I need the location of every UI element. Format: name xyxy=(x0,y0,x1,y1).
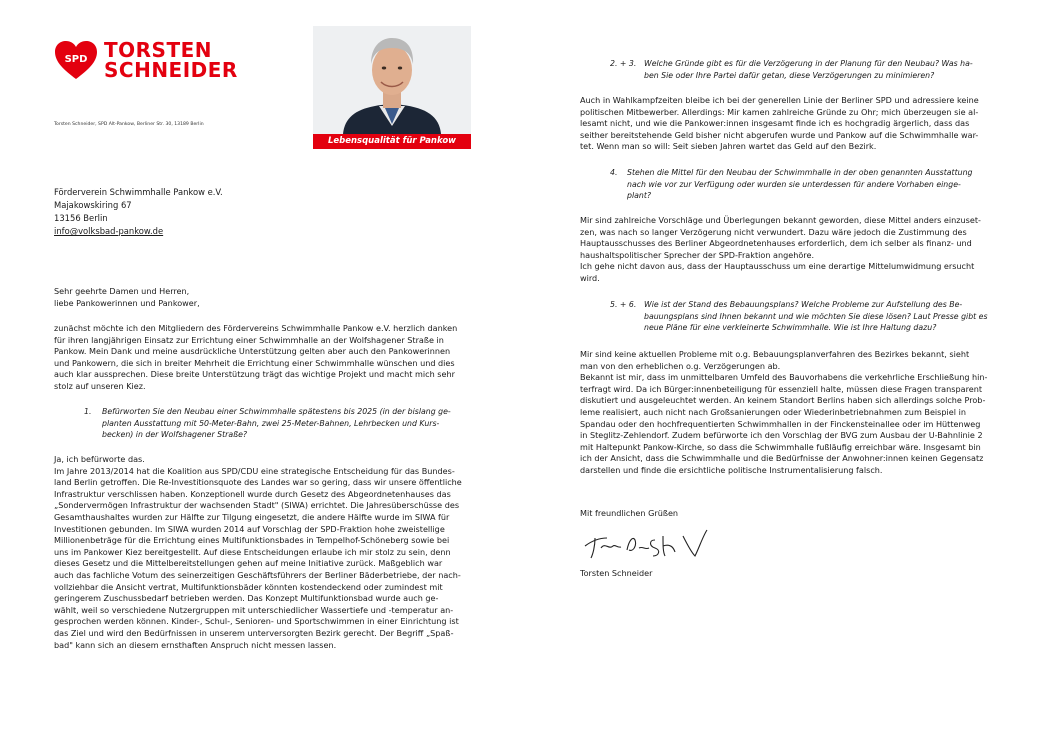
signatory-name: Torsten Schneider xyxy=(580,568,653,578)
slogan-banner: Lebensqualität für Pankow xyxy=(313,134,471,149)
letter-page-right xyxy=(525,0,1050,743)
sender-line: Torsten Schneider, SPD Alt-Pankow, Berliner Str. 30, 13189 Berlin xyxy=(54,122,204,127)
recipient-address xyxy=(54,186,223,238)
text-line: vollziehbar die Ansicht vertrat, Multifunktionsbäder könnten kostendeckend oder zumindest mit xyxy=(54,581,443,592)
text-line: Pankow. Mein Dank und meine ausdrückliche Unterstützung gelten aber auch den Pankowerinnen xyxy=(54,346,451,357)
salutation-line: liebe Pankowerinnen und Pankower, xyxy=(54,297,200,308)
text-line: wird. xyxy=(580,272,600,283)
handwritten-signature xyxy=(583,526,713,566)
text-line: ben Sie oder Ihre Partei dafür getan, diese Verzögerungen zu minimieren? xyxy=(644,70,935,80)
answer-5-6-paragraph xyxy=(580,349,1012,477)
text-line: Hauptausschusses des Berliner Abgeordnetenhauses erforderlich, dem ich selber als finanz- und xyxy=(580,238,972,249)
text-line: Gesamthaushaltes wurden zur Hälfte zur Tilgung eingesetzt, die andere Hälfte wurde im SIWA für xyxy=(54,511,450,522)
heart-label: SPD xyxy=(64,54,88,65)
text-line: planten Ausstattung mit 50-Meter-Bahn, zwei 25-Meter-Bahnen, Lehrbecken und Kurs- xyxy=(102,418,440,428)
text-line: Welche Gründe gibt es für die Verzögerung in der Planung für den Neubau? Was ha- xyxy=(644,59,973,68)
recipient-street: Majakowskiring 67 xyxy=(54,200,132,210)
text-line: man von den erheblichen o.g. Verzögerungen ab. xyxy=(580,360,781,371)
text-line: tet. Wenn man so will: Seit sieben Jahren wartet das Geld auf den Bezirk. xyxy=(580,141,877,152)
text-line: Ich gehe nicht davon aus, dass der Hauptausschuss um eine derartige Mittelumwidmung ersucht xyxy=(580,261,975,272)
salutation xyxy=(54,286,474,309)
text-line: und Pankowern, die sich in breiter Mehrheit die Errichtung einer Schwimmhalle wünschen und dies xyxy=(54,357,455,368)
text-line: leme realisiert, auch nicht nach Großsanierungen oder Wiederinbetriebnahmen zum Beispiel in xyxy=(580,406,966,417)
text-line: dieses Gesetz und die Mittelbereitstellungen gehen auf meine Initiative zurück. Maßgeblich war xyxy=(54,558,443,569)
text-line: ich der Ansicht, dass die Schwimmhalle und die Bedürfnisse der Anwohner:innen keinen Gegensatz xyxy=(580,453,984,464)
salutation-line: Sehr geehrte Damen und Herren, xyxy=(54,286,190,296)
text-line: gesprochen werden können. Kinder-, Schul-, Senioren- und Sportschwimmen in einer Einrichtung ist xyxy=(54,616,459,627)
text-line: Mir sind keine aktuellen Probleme mit o.g. Bebauungsplanverfahren des Bezirkes bekannt, sieht xyxy=(580,349,970,359)
text-line: becken) in der Wolfshagener Straße? xyxy=(102,430,247,440)
text-line: Wie ist der Stand des Bebauungsplans? Welche Probleme zur Aufstellung des Be- xyxy=(644,300,963,309)
text-line: plant? xyxy=(627,191,652,201)
recipient-city: 13156 Berlin xyxy=(54,213,108,223)
text-line: auch das fachliche Votum des seinerzeitigen Geschäftsführers der Berliner Bäderbetriebe, der nach- xyxy=(54,569,461,580)
question-text xyxy=(644,299,1012,334)
answer-1-paragraph xyxy=(54,454,474,651)
text-line: Befürworten Sie den Neubau einer Schwimmhalle spätestens bis 2025 (in der bislang ge- xyxy=(102,407,451,416)
text-line: zen, was nach so langer Verzögerung nicht verwundert. Dazu wäre jedoch die Zustimmung des xyxy=(580,226,967,237)
text-line: in Steglitz-Zehlendorf. Zudem befürworte ich den Vorschlag der BVG zum Ausbau der U-Bahnlinie 2 xyxy=(580,430,983,441)
text-line: neue Pläne für eine verkleinerte Schwimmhalle. Wie ist Ihre Haltung dazu? xyxy=(644,323,937,333)
question-text xyxy=(644,58,1012,81)
question-text xyxy=(627,167,1007,202)
text-line: zunächst möchte ich den Mitgliedern des Fördervereins Schwimmhalle Pankow e.V. herzlich danken xyxy=(54,323,458,333)
text-line: Infrastruktur verschlissen haben. Konzeptionell wurde durch Gesetz des Abgeordnetenhauses das xyxy=(54,488,451,499)
text-line: bad" kann sich an diesem ernsthaften Anspruch nicht messen lassen. xyxy=(54,639,337,650)
text-line: für ihren langjährigen Einsatz zur Errichtung einer Schwimmhalle an der Wolfshagener Straße in xyxy=(54,334,444,345)
text-line: stolz auf unseren Kiez. xyxy=(54,380,146,391)
text-line: nach wie vor zur Verfügung oder wurden sie unterdessen für andere Vorhaben einge- xyxy=(627,179,961,189)
text-line: lesamt nicht, und wie die Pankower:innen insgesamt finde ich es hochgradig ärgerlich, dass das xyxy=(580,118,970,129)
text-line: Mir sind zahlreiche Vorschläge und Überlegungen bekannt geworden, diese Mittel anders einzuset- xyxy=(580,215,981,225)
text-line: wählt, weil so verschiedene Nutzergruppen mit unterschiedlicher Wassertiefe und -temperatur an- xyxy=(54,604,454,615)
portrait-photo xyxy=(313,26,471,134)
text-line: Ja, ich befürworte das. xyxy=(54,454,145,464)
text-line: politischen Mitbewerber. Allerdings: Mir kamen zahlreiche Gründe zu Ohr; mich überzeugen sie al- xyxy=(580,106,979,117)
question-number: 4. xyxy=(610,168,618,177)
text-line: uns im Pankower Kiez bereitgestellt. Auf diese Entscheidungen erlaube ich mir stolz zu sein, denn xyxy=(54,546,451,557)
text-line: das Ziel und wird den Bedürfnissen in unserem unterversorgten Bezirk gerecht. Der Begriff „Spaß- xyxy=(54,627,454,638)
recipient-org: Förderverein Schwimmhalle Pankow e.V. xyxy=(54,187,223,197)
text-line: diskutiert und ausgeleuchtet werden. An keinem Standort Berlins haben sich allerdings solche Prob- xyxy=(580,395,986,406)
text-line: mit Haltepunkt Pankow-Kirche, so dass die Schwimmhalle fußläufig erreichbar wäre. Insgesamt bin xyxy=(580,441,981,452)
text-line: Im Jahre 2013/2014 hat die Koalition aus SPD/CDU eine strategische Entscheidung für das Bundes- xyxy=(54,465,455,476)
heart-icon xyxy=(54,40,98,80)
text-line: haushaltspolitischer Sprecher der SPD-Fraktion angehöre. xyxy=(580,249,815,260)
logo-name-first: TORSTEN xyxy=(104,38,212,62)
text-line: seither bereitstehende Geld bisher nicht abgerufen wurde und Pankow auf die Schwimmhalle war- xyxy=(580,129,979,140)
question-number: 1. xyxy=(84,407,92,416)
closing-greeting: Mit freundlichen Grüßen xyxy=(580,508,679,518)
text-line: Spandau oder den hochfrequentierten Schwimmhallen in der Finckensteinallee oder im Hüttenweg xyxy=(580,418,981,429)
text-line: Investitionen gebunden. Im SIWA wurden 2014 auf Vorschlag der SPD-Fraktion hohe zweistellige xyxy=(54,523,445,534)
text-line: darstellen und finde die ersichtliche politische Instrumentalisierung falsch. xyxy=(580,464,883,475)
question-text xyxy=(102,406,476,441)
text-line: Auch in Wahlkampfzeiten bleibe ich bei der generellen Linie der Berliner SPD und adressiere keine xyxy=(580,95,979,105)
text-line: bauungsplans sind Ihnen bekannt und wie möchten Sie diese lösen? Laut Presse gibt es xyxy=(644,311,988,321)
answer-4-paragraph xyxy=(580,215,1012,285)
text-line: Bekannt ist mir, dass im unmittelbaren Umfeld des Bauvorhabens die verkehrliche Erschließung hin- xyxy=(580,372,988,383)
recipient-email-link[interactable]: info@volksbad-pankow.de xyxy=(54,226,164,236)
text-line: land Berlin getroffen. Die Re-Investitionsquote des Landes war so gering, dass wir unsere öffentliche xyxy=(54,477,462,488)
answer-2-3-paragraph xyxy=(580,95,1012,153)
intro-paragraph xyxy=(54,323,474,393)
text-line: Millionenbeträge für die Errichtung eines Multifunktionsbades in Tempelhof-Schöneberg sowie bei xyxy=(54,535,450,546)
text-line: geringerem Zuschussbedarf betrieben werden. Das Konzept Multifunktionsbad wurde auch ge- xyxy=(54,593,439,604)
question-number: 5. + 6. xyxy=(610,300,637,309)
text-line: terfragt wird. Da ich Bürger:innenbeteiligung für essenziell halte, müssen diese Fragen transparent xyxy=(580,383,983,394)
question-number: 2. + 3. xyxy=(610,59,637,68)
text-line: auch klar aussprechen. Diese breite Unterstützung trägt das wichtige Projekt und macht mich sehr xyxy=(54,369,455,380)
text-line: Stehen die Mittel für den Neubau der Schwimmhalle in der oben genannten Ausstattung xyxy=(627,168,973,177)
spd-logo xyxy=(54,40,238,80)
text-line: „Sondervermögen Infrastruktur der wachsenden Stadt" (SIWA) errichtet. Die Jahresüberschüsse des xyxy=(54,500,460,511)
logo-name-last: SCHNEIDER xyxy=(104,58,238,82)
logo-name xyxy=(104,40,238,80)
